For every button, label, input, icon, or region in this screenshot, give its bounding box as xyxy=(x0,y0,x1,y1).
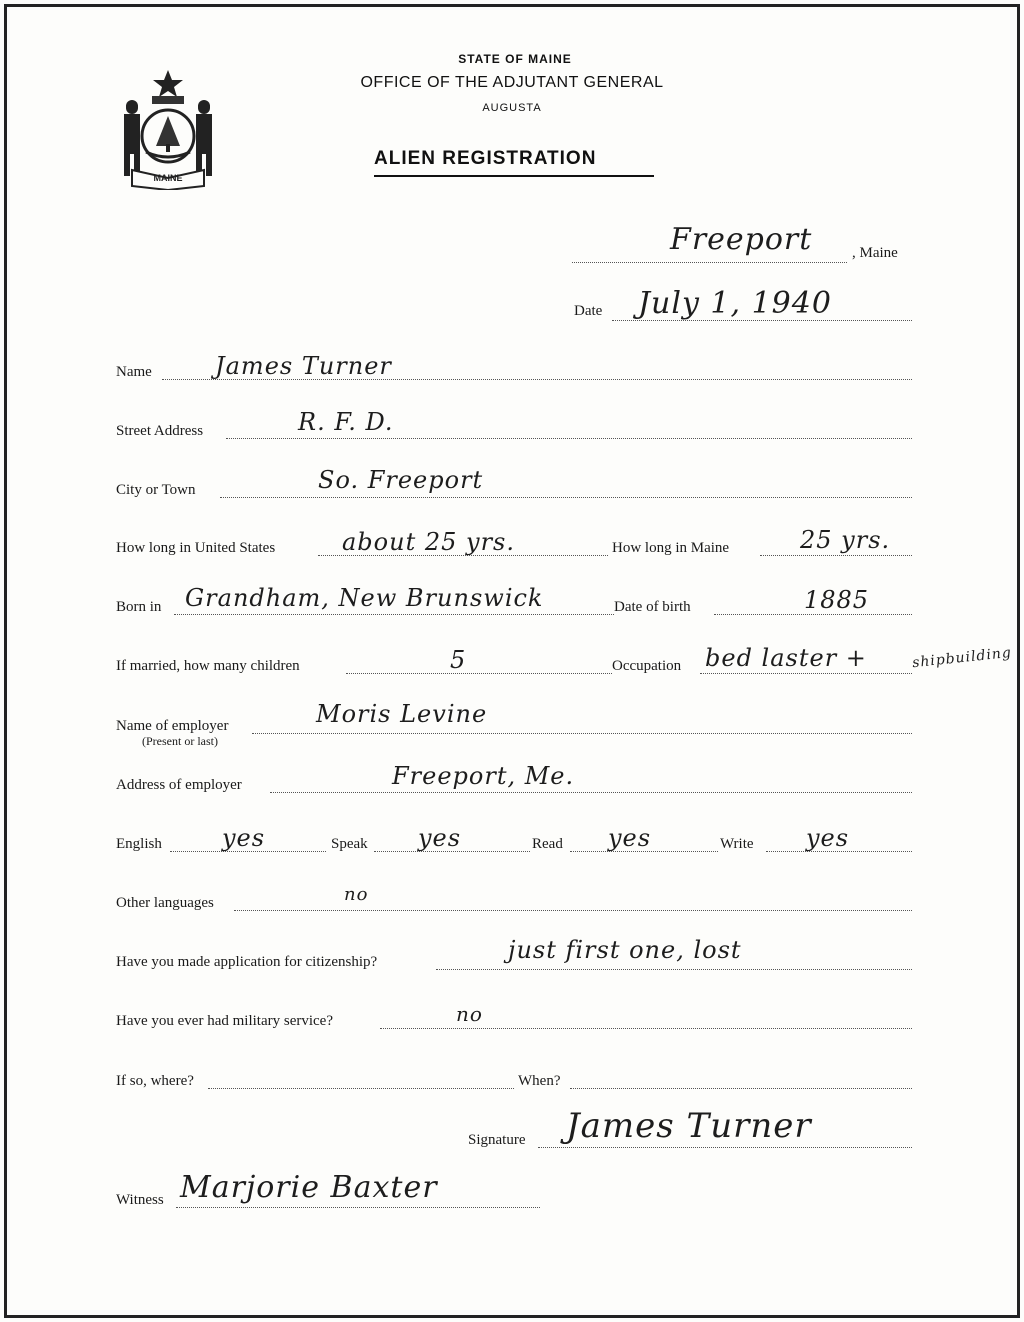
if-so-where-label: If so, where? xyxy=(116,1073,194,1089)
children-label: If married, how many children xyxy=(116,658,300,674)
other-languages-line xyxy=(234,910,912,911)
city-label: City or Town xyxy=(116,482,196,498)
form-title: ALIEN REGISTRATION xyxy=(374,148,597,169)
employer-address-value: Freeport, Me. xyxy=(392,762,575,790)
witness-line xyxy=(176,1207,540,1208)
employer-value: Moris Levine xyxy=(316,700,488,728)
born-in-label: Born in xyxy=(116,599,162,615)
town-value: Freeport xyxy=(670,222,813,257)
born-in-value: Grandham, New Brunswick xyxy=(185,584,544,612)
date-value: July 1, 1940 xyxy=(638,286,832,321)
when-label: When? xyxy=(518,1073,561,1089)
street-address-label: Street Address xyxy=(116,423,204,439)
write-label: Write xyxy=(720,836,754,852)
city-line xyxy=(220,497,912,498)
if-so-where-line xyxy=(208,1088,514,1089)
witness-label: Witness xyxy=(116,1192,164,1208)
town-line xyxy=(572,262,847,263)
children-line xyxy=(346,673,612,674)
how-long-maine-line xyxy=(760,555,912,556)
seal-scroll-text: MAINE xyxy=(153,173,183,183)
citizenship-label: Have you made application for citizenship? xyxy=(116,954,378,970)
street-address-line xyxy=(226,438,912,439)
employer-label: Name of employer xyxy=(116,718,229,734)
city-value: So. Freeport xyxy=(318,466,484,494)
employer-sublabel: (Present or last) xyxy=(142,734,218,748)
born-in-line xyxy=(174,614,614,615)
military-label: Have you ever had military service? xyxy=(116,1013,333,1029)
how-long-us-value: about 25 yrs. xyxy=(342,528,515,556)
occupation-label: Occupation xyxy=(612,658,682,674)
how-long-us-label: How long in United States xyxy=(116,540,276,556)
signature-line xyxy=(538,1147,912,1148)
occupation-value: bed laster + xyxy=(705,644,867,672)
how-long-maine-label: How long in Maine xyxy=(612,540,730,556)
date-of-birth-line xyxy=(714,614,912,615)
employer-address-line xyxy=(270,792,912,793)
signature-label: Signature xyxy=(468,1132,526,1148)
date-label: Date xyxy=(574,303,603,319)
signature-value: James Turner xyxy=(566,1106,812,1146)
speak-label: Speak xyxy=(331,836,368,852)
how-long-maine-value: 25 yrs. xyxy=(800,526,891,554)
employer-line xyxy=(252,733,912,734)
employer-address-label: Address of employer xyxy=(116,777,242,793)
speak-value: yes xyxy=(418,824,462,852)
other-languages-label: Other languages xyxy=(116,895,214,911)
maine-label: , Maine xyxy=(852,245,898,261)
other-languages-value: no xyxy=(344,884,369,905)
english-value: yes xyxy=(222,824,266,852)
name-label: Name xyxy=(116,364,152,380)
name-value: James Turner xyxy=(215,352,392,380)
date-of-birth-value: 1885 xyxy=(804,586,870,614)
military-line xyxy=(380,1028,912,1029)
date-of-birth-label: Date of birth xyxy=(614,599,691,615)
state-heading: STATE OF MAINE xyxy=(458,52,572,66)
office-heading: OFFICE OF THE ADJUTANT GENERAL xyxy=(360,74,664,91)
english-label: English xyxy=(116,836,162,852)
military-value: no xyxy=(456,1002,483,1026)
occupation-line xyxy=(700,673,912,674)
citizenship-line xyxy=(436,969,912,970)
children-value: 5 xyxy=(450,646,467,674)
street-address-value: R. F. D. xyxy=(298,408,394,436)
title-underline xyxy=(374,175,654,177)
write-value: yes xyxy=(806,824,850,852)
citizenship-value: just first one, lost xyxy=(508,936,742,964)
read-label: Read xyxy=(532,836,563,852)
witness-value: Marjorie Baxter xyxy=(180,1170,438,1205)
occupation-extra-value: shipbuilding xyxy=(911,644,1013,672)
when-line xyxy=(570,1088,912,1089)
city-heading: AUGUSTA xyxy=(482,102,542,114)
read-value: yes xyxy=(608,824,652,852)
